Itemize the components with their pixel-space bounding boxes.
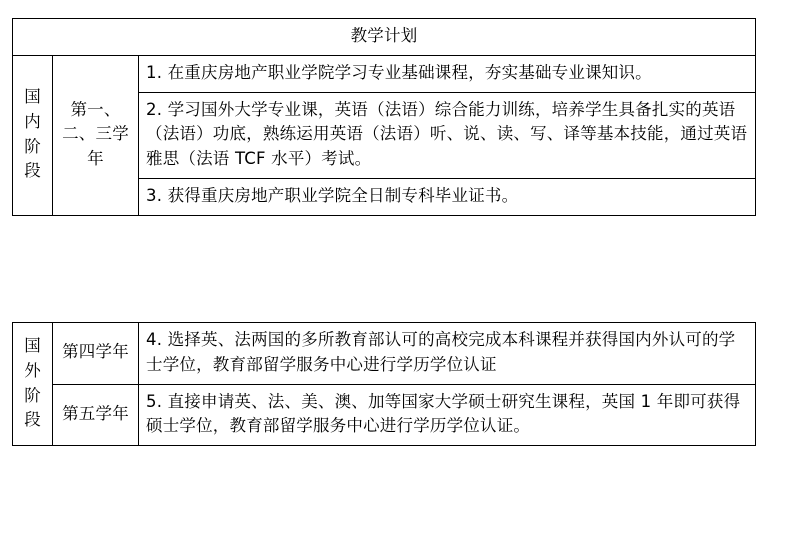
plan-item-4: 4. 选择英、法两国的多所教育部认可的高校完成本科课程并获得国内外认可的学士学位，教育部留学服务中心进行学历学位认证: [139, 323, 756, 385]
teaching-plan-table-abroad: [12, 322, 756, 446]
plan-item-5: 5. 直接申请英、法、美、澳、加等国家大学硕士研究生课程，英国 1 年即可获得硕士学位，教育部留学服务中心进行学历学位认证。: [139, 384, 756, 446]
table-row: [13, 323, 756, 385]
table-title: 教学计划: [13, 19, 756, 56]
plan-item-2: 2. 学习国外大学专业课，英语（法语）综合能力训练，培养学生具备扎实的英语（法语）功底，熟练运用英语（法语）听、说、读、写、译等基本技能，通过英语雅思（法语 TCF 水平）考试。: [139, 92, 756, 178]
table-row: [13, 55, 756, 92]
stage-label-domestic: [13, 55, 53, 215]
table-title-row: [13, 19, 756, 56]
year-label-first-second-third: 第一、二、三学年: [53, 55, 139, 215]
plan-item-1: 1. 在重庆房地产职业学院学习专业基础课程，夯实基础专业课知识。: [139, 55, 756, 92]
stage-label-abroad-text: 国外阶段: [24, 336, 41, 430]
stage-label-abroad: [13, 323, 53, 446]
table-row: [13, 384, 756, 446]
teaching-plan-table: [12, 18, 756, 216]
stage-label-domestic-text: 国内阶段: [24, 87, 41, 181]
plan-item-3: 3. 获得重庆房地产职业学院全日制专科毕业证书。: [139, 178, 756, 215]
year-label-fourth: 第四学年: [53, 323, 139, 385]
year-label-fifth: 第五学年: [53, 384, 139, 446]
